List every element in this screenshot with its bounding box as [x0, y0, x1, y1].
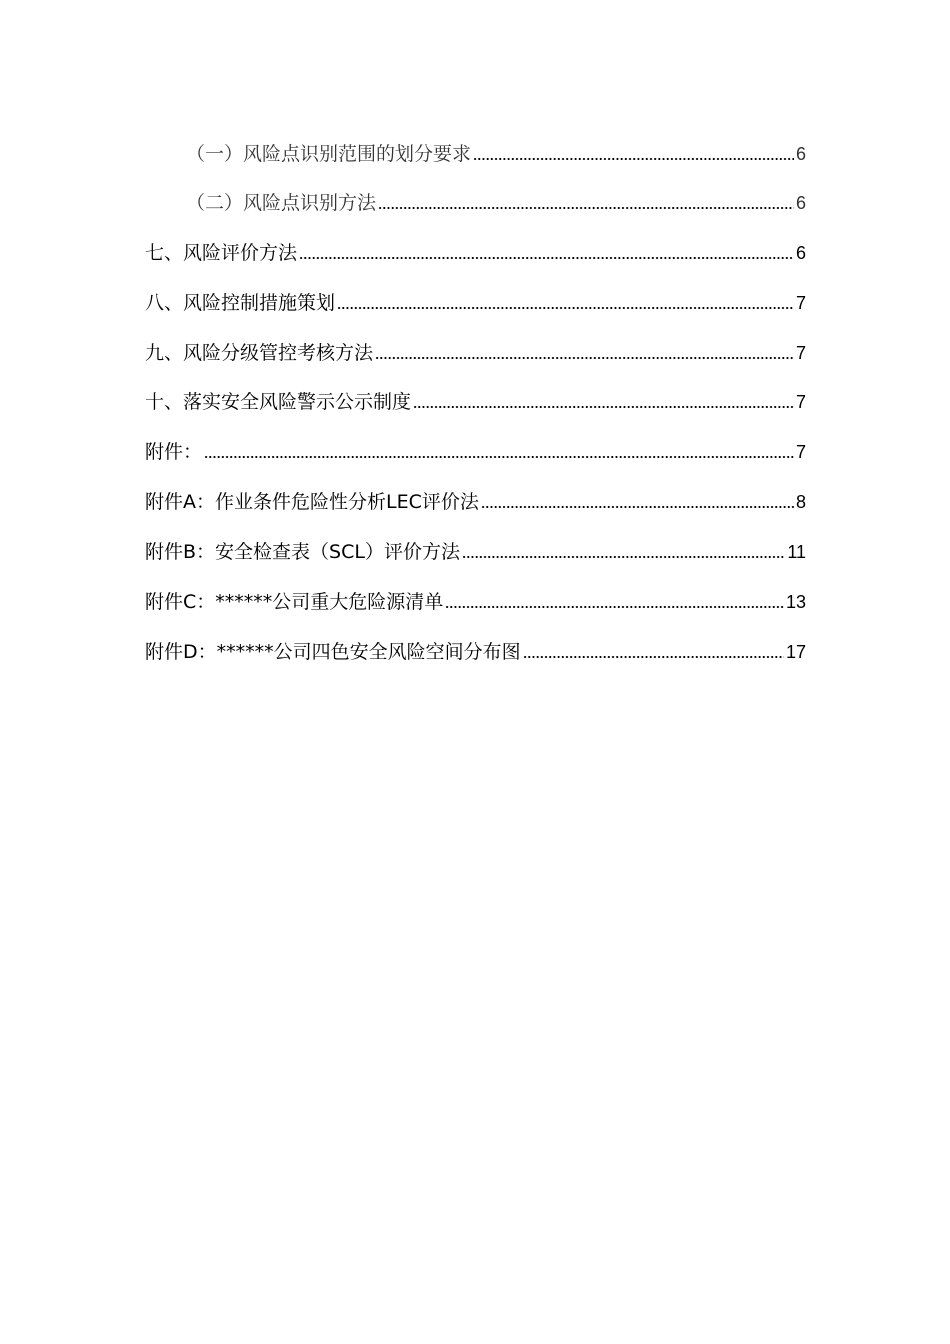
toc-entry[interactable]	[186, 185, 806, 215]
dot-leader	[299, 256, 794, 260]
dot-leader	[523, 655, 784, 659]
toc-entry[interactable]	[186, 136, 806, 166]
toc-entry-page: 6	[795, 243, 806, 263]
toc-entry-page: 7	[795, 293, 806, 313]
dot-leader	[378, 206, 794, 210]
toc-entry[interactable]	[145, 584, 806, 614]
dot-leader	[375, 356, 794, 360]
toc-entry-title: 九、风险分级管控考核方法	[145, 342, 374, 364]
toc-entry-title: （二）风险点识别方法	[186, 192, 377, 214]
toc-entry-title: 十、落实安全风险警示公示制度	[145, 391, 412, 413]
toc-entry[interactable]	[145, 634, 806, 664]
toc-entry-page: 7	[795, 442, 806, 462]
dot-leader	[413, 405, 794, 409]
dot-leader	[473, 157, 794, 161]
toc-entry-page: 8	[795, 492, 806, 512]
toc-entry[interactable]	[145, 484, 806, 514]
toc-entry[interactable]	[145, 235, 806, 265]
toc-entry[interactable]	[145, 534, 806, 564]
toc-entry-title: （一）风险点识别范围的划分要求	[186, 143, 472, 165]
toc-entry-title: 附件D：******公司四色安全风险空间分布图	[145, 641, 521, 663]
dot-leader	[445, 605, 784, 609]
dot-leader	[337, 306, 794, 310]
dot-leader	[481, 505, 794, 509]
toc-entry[interactable]	[145, 434, 806, 464]
toc-entry-title: 附件A：作业条件危险性分析LEC评价法	[145, 491, 479, 513]
toc-entry[interactable]	[145, 384, 806, 414]
toc-entry-page: 17	[785, 642, 806, 662]
toc-entry-title: 八、风险控制措施策划	[145, 292, 336, 314]
toc-entry-page: 7	[795, 343, 806, 363]
toc-entry-page: 7	[795, 392, 806, 412]
toc-entry-page: 6	[795, 144, 806, 164]
toc-entry[interactable]	[145, 285, 806, 315]
toc-entry[interactable]	[145, 335, 806, 365]
dot-leader	[204, 455, 794, 459]
toc-entry-title: 七、风险评价方法	[145, 242, 298, 264]
toc-entry-title: 附件：	[145, 441, 203, 463]
toc-entry-page: 11	[787, 542, 806, 562]
toc-entry-title: 附件B：安全检查表（SCL）评价方法	[145, 541, 460, 563]
toc-entry-page: 13	[785, 592, 806, 612]
toc-entry-page: 6	[795, 193, 806, 213]
toc-entry-title: 附件C：******公司重大危险源清单	[145, 591, 444, 613]
dot-leader	[462, 555, 785, 559]
